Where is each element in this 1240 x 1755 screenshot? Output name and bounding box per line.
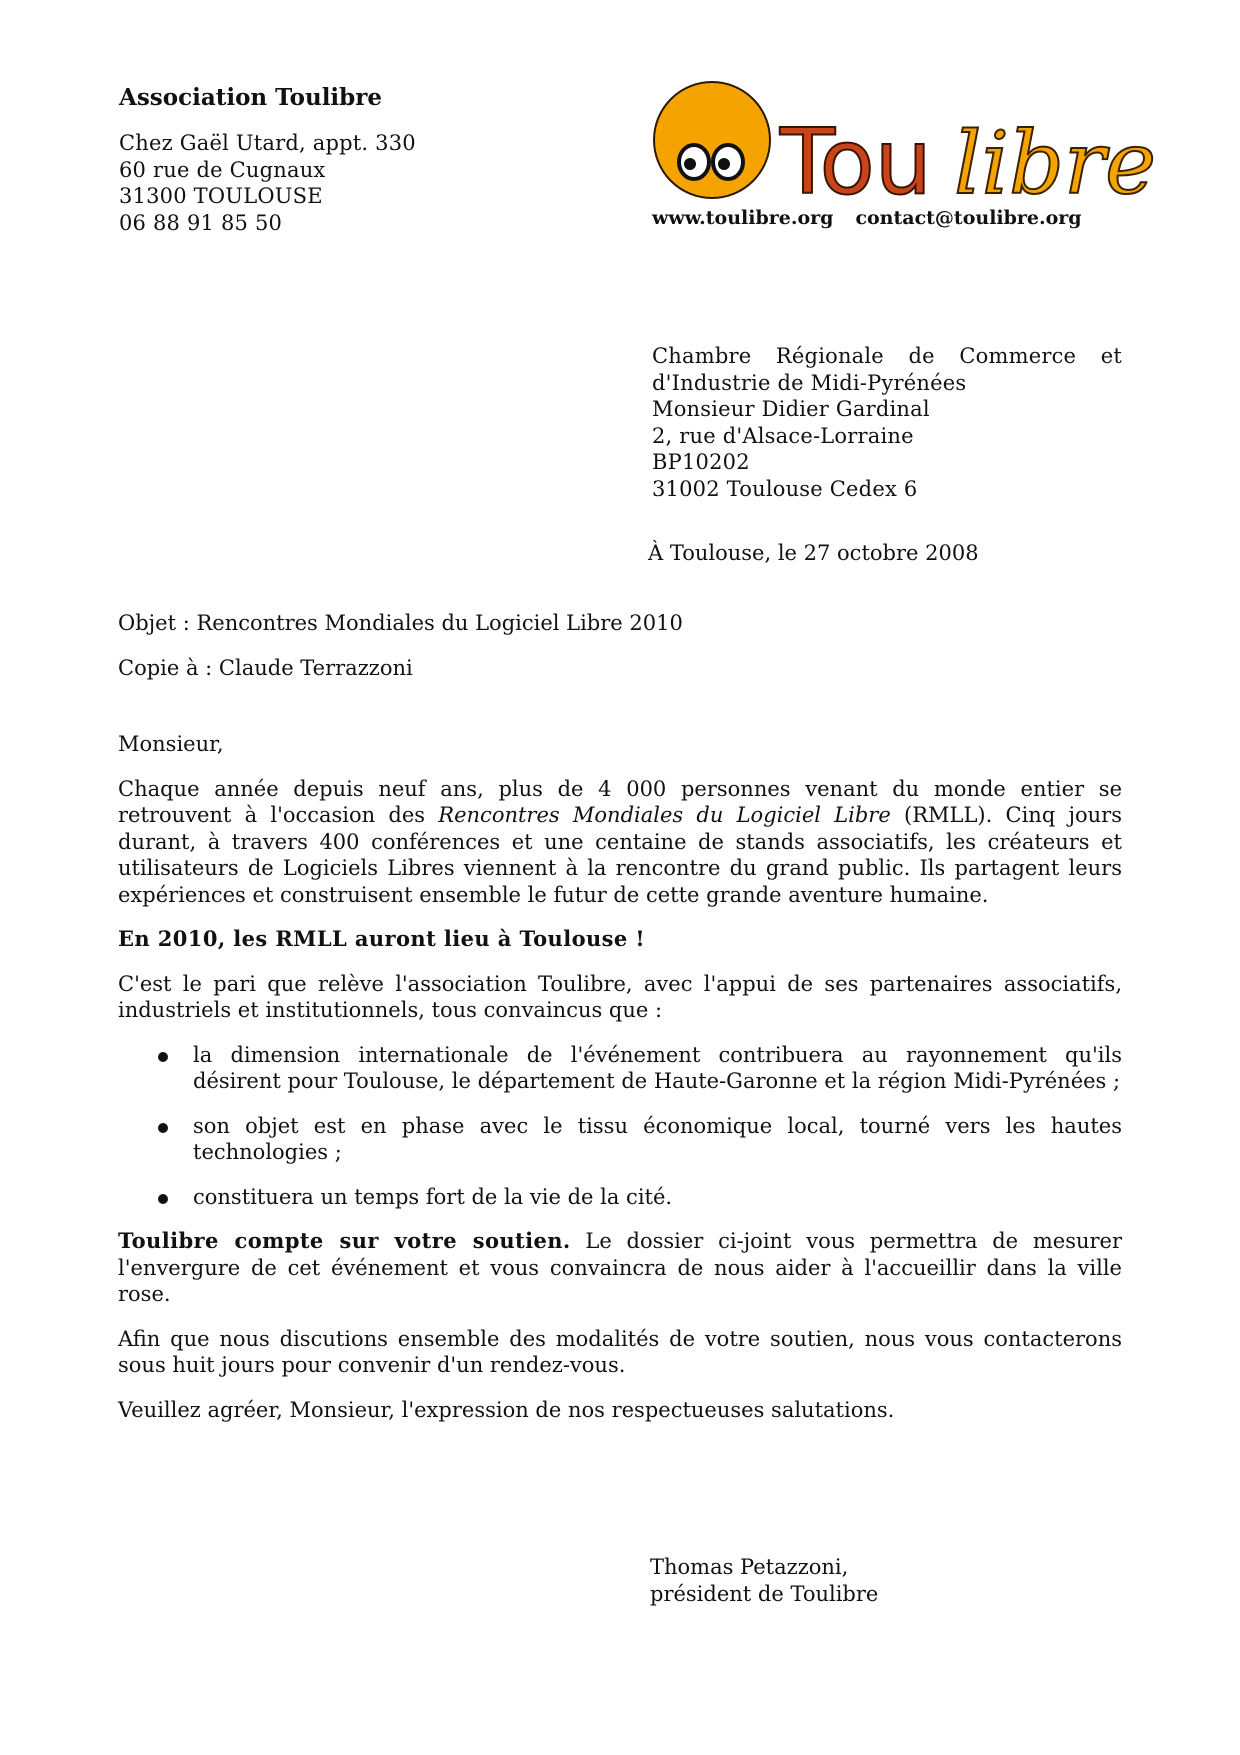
list-item-text: la dimension internationale de l'événement contribuera au rayonnement qu'ils désirent pour Toulouse, le département de Haute-Garonne et la région Midi-Pyrénées ; [193, 1042, 1122, 1093]
announcement-heading: En 2010, les RMLL auront lieu à Toulouse ! [118, 926, 645, 951]
logo-contact-links [652, 206, 1132, 230]
recipient-block [652, 343, 1122, 502]
list-item [118, 1184, 1122, 1211]
email-link[interactable]: contact@toulibre.org [855, 207, 1082, 229]
paragraph-intro [118, 776, 1122, 909]
bullet-icon [158, 1194, 168, 1204]
list-item [118, 1042, 1122, 1095]
support-rest: Le dossier ci-joint vous permettra de mesurer l'envergure de cet événement et vous convaincra de nous aider à l'accueillir dans la ville rose. [118, 1229, 1122, 1306]
paragraph-support [118, 1228, 1122, 1308]
sender-address-line: 60 rue de Cugnaux [119, 157, 326, 182]
logo-face-icon [654, 82, 770, 198]
signature-title: président de Toulibre [650, 1582, 879, 1606]
recipient-line: 2, rue d'Alsace-Lorraine [652, 423, 914, 448]
recipient-line: 31002 Toulouse Cedex 6 [652, 476, 918, 501]
bullet-icon [158, 1052, 168, 1062]
logo-left-pupil-icon [684, 158, 696, 170]
paragraph-followup: Afin que nous discutions ensemble des modalités de votre soutien, nous vous contacterons sous huit jours pour convenir d'un rendez-vous. [118, 1326, 1122, 1377]
letter-object: Objet : Rencontres Mondiales du Logiciel Libre 2010 [118, 611, 683, 635]
sender-address-line: Chez Gaël Utard, appt. 330 [119, 131, 416, 155]
paragraph-intro-start: Chaque année depuis neuf ans, plus de 4 000 personnes venant du monde entier se retrouvent à l'occasion des [118, 776, 1122, 827]
signature-name: Thomas Petazzoni, [650, 1555, 849, 1579]
place-date: À Toulouse, le 27 octobre 2008 [648, 541, 979, 565]
recipient-line: BP10202 [652, 450, 750, 474]
sender-block [119, 84, 599, 236]
recipient-line: Monsieur Didier Gardinal [652, 397, 930, 421]
toulibre-logo-graphic [652, 70, 1157, 215]
recipient-line: Chambre Régionale de Commerce et [652, 344, 1122, 368]
sender-address-line: 31300 TOULOUSE [119, 184, 323, 208]
letter-copy: Copie à : Claude Terrazzoni [118, 655, 413, 680]
logo-wordmark-tou: Tou [780, 110, 932, 215]
sender-name: Association Toulibre [119, 84, 383, 111]
signature-block [650, 1554, 878, 1608]
letter-salutation: Monsieur, [118, 732, 224, 756]
support-lead: Toulibre compte sur votre soutien. [118, 1228, 571, 1253]
paragraph-context: C'est le pari que relève l'association Toulibre, avec l'appui de ses partenaires associatifs, industriels et institutionnels, tous convaincus que : [118, 971, 1122, 1022]
list-item-text: constituera un temps fort de la vie de la cité. [193, 1184, 673, 1209]
letter-body [118, 610, 1122, 1423]
paragraph-intro-end: (RMLL). Cinq jours durant, à travers 400 conférences et une centaine de stands associatifs, les créateurs et utilisateurs de Logiciels Libres viennent à la rencontre du grand public. Ils partagent leurs expériences et construisent ensemble le futur de cette grande aventure humaine. [118, 803, 1122, 907]
list-item [118, 1113, 1122, 1166]
website-link[interactable]: www.toulibre.org [652, 207, 834, 229]
bullet-icon [158, 1123, 168, 1133]
logo-wordmark-libre: libre [954, 114, 1157, 214]
recipient-line: d'Industrie de Midi-Pyrénées [652, 370, 967, 395]
sender-phone: 06 88 91 85 50 [119, 210, 283, 235]
list-item-text: son objet est en phase avec le tissu économique local, tourné vers les hautes technologies ; [193, 1113, 1122, 1164]
letter-closing: Veuillez agréer, Monsieur, l'expression de nos respectueuses salutations. [118, 1397, 895, 1422]
logo-right-pupil-icon [718, 158, 730, 170]
reasons-list [118, 1042, 1122, 1211]
event-name: Rencontres Mondiales du Logiciel Libre [438, 803, 891, 827]
